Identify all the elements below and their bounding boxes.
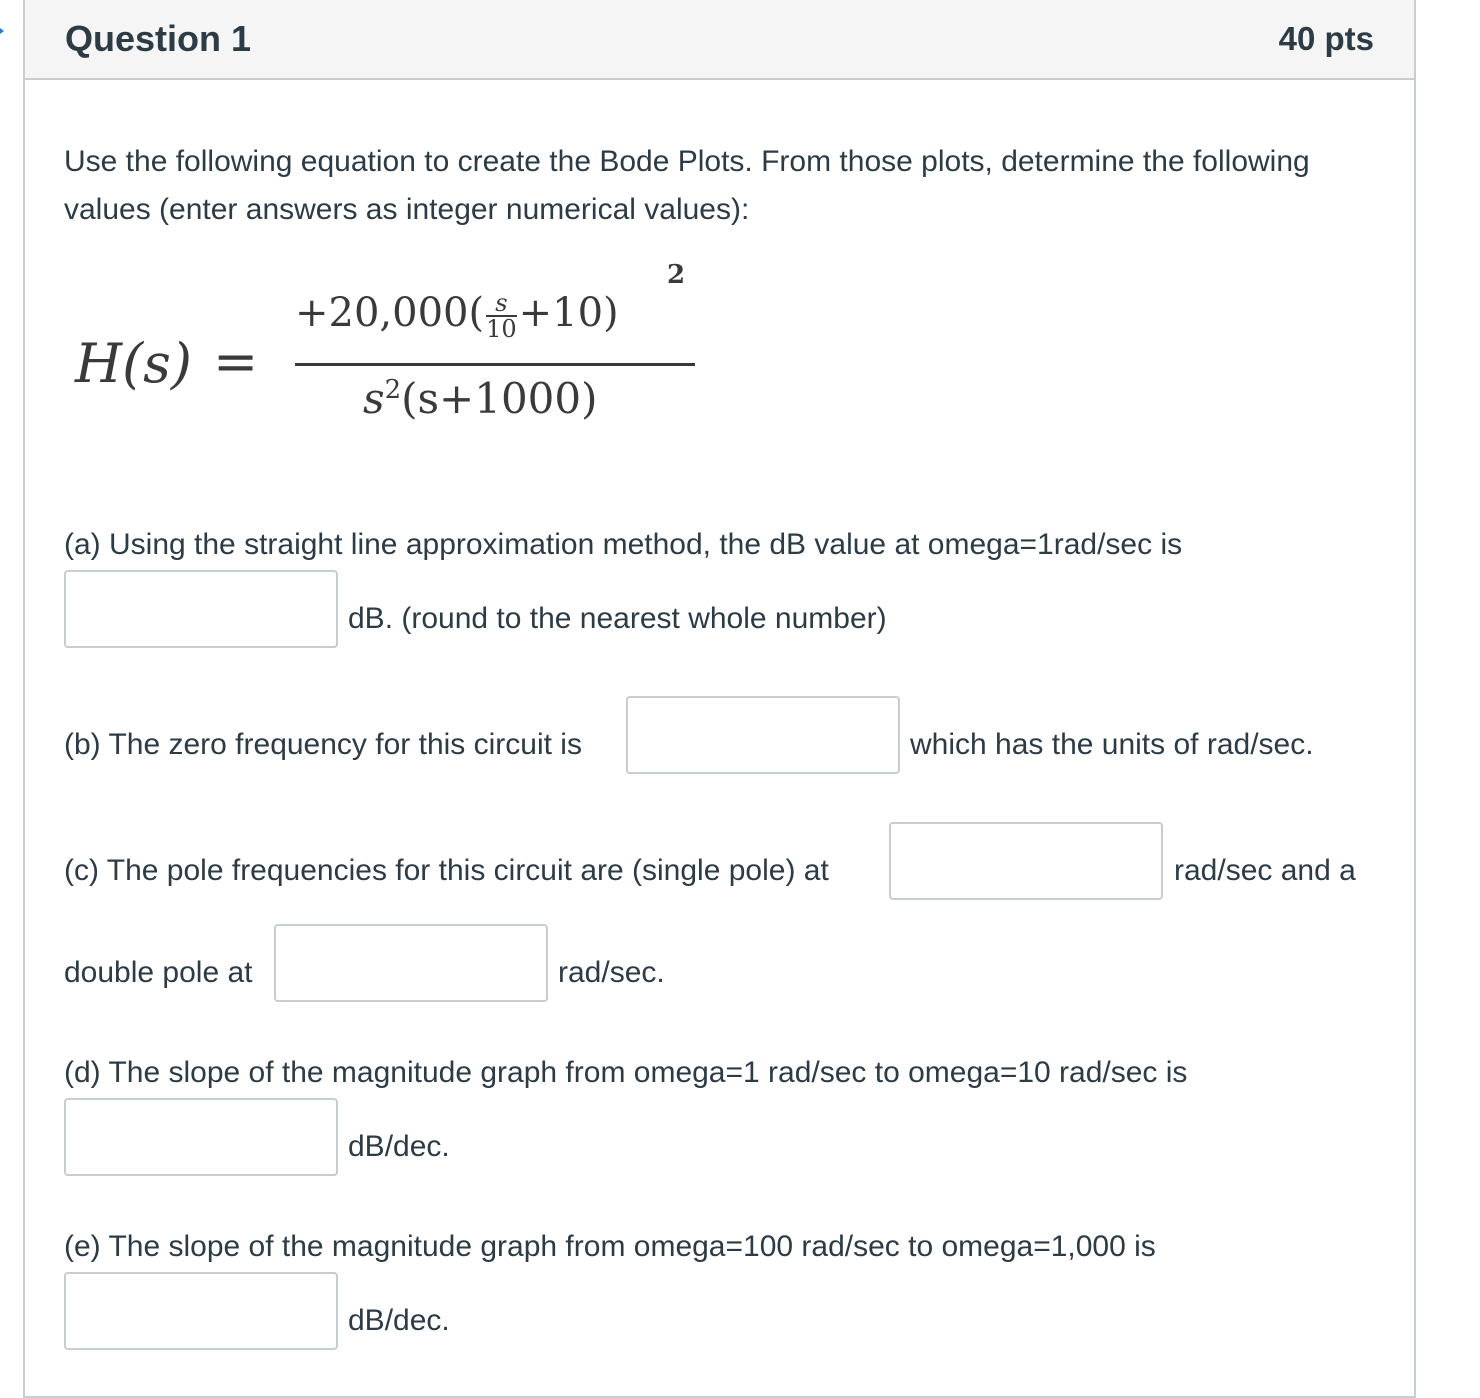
part-c-double-pole-input[interactable] (274, 924, 548, 1002)
part-b-suffix: which has the units of rad/sec. (910, 728, 1314, 761)
part-c-suffix: rad/sec and a (1174, 854, 1356, 887)
fraction-bar (295, 363, 695, 366)
mini-fraction-top: s (486, 291, 517, 317)
question-intro: Use the following equation to create the Bode Plots. From those plots, determine the following values (enter answers as integer numerical values): (64, 145, 1310, 226)
numerator-tail: +10) (518, 290, 619, 336)
transfer-function-equation (45, 250, 925, 490)
equation-denominator (363, 374, 598, 423)
numerator-mini-fraction (486, 291, 517, 341)
question-indicator-icon (0, 22, 4, 40)
part-c-prompt: (c) The pole frequencies for this circuit are (single pole) at (64, 854, 829, 887)
question-points: 40 pts (1278, 20, 1374, 57)
denominator-tail: (s+1000) (401, 374, 598, 423)
part-d-answer-input[interactable] (64, 1098, 338, 1176)
part-c2-prompt: double pole at (64, 956, 253, 989)
part-a-prompt: (a) Using the straight line approximation method, the dB value at omega=1rad/sec is (64, 528, 1183, 561)
equation-numerator (295, 260, 686, 343)
part-a-answer-input[interactable] (64, 570, 338, 648)
part-d-prompt: (d) The slope of the magnitude graph from omega=1 rad/sec to omega=10 rad/sec is (64, 1056, 1188, 1089)
part-b-prompt: (b) The zero frequency for this circuit is (64, 728, 582, 761)
mini-fraction-bottom: 10 (486, 315, 517, 343)
question-title: Question 1 (65, 18, 252, 59)
numerator-coefficient: +20,000( (295, 290, 485, 336)
question-header (25, 0, 1414, 80)
part-b-answer-input[interactable] (626, 696, 900, 774)
equation-lhs: H(s) (75, 332, 192, 395)
denominator-exponent: 2 (384, 375, 402, 405)
part-c-single-pole-input[interactable] (889, 822, 1163, 900)
numerator-exponent: 2 (667, 260, 686, 290)
denominator-variable: s (363, 374, 385, 423)
part-c2-suffix: rad/sec. (558, 956, 665, 989)
equation-equals: = (213, 330, 259, 393)
part-e-answer-input[interactable] (64, 1272, 338, 1350)
part-a-suffix: dB. (round to the nearest whole number) (348, 602, 887, 635)
part-d-suffix: dB/dec. (348, 1130, 450, 1163)
part-e-prompt: (e) The slope of the magnitude graph from omega=100 rad/sec to omega=1,000 is (64, 1230, 1156, 1263)
part-e-suffix: dB/dec. (348, 1304, 450, 1337)
